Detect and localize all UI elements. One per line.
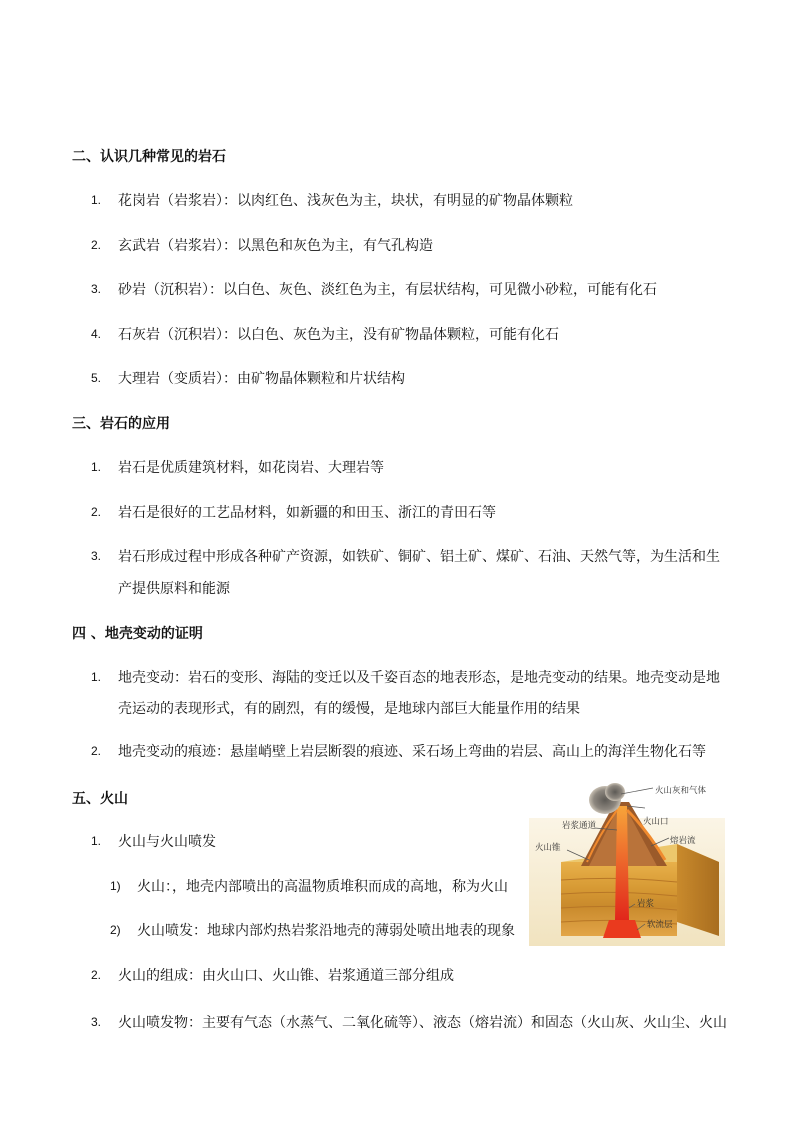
list-item-number: 2. xyxy=(91,238,102,252)
section-heading-rock-types: 二、认识几种常见的岩石 xyxy=(72,149,226,165)
list-item-text: 玄武岩（岩浆岩）：以黑色和灰色为主，有气孔构造 xyxy=(118,238,433,254)
list-item-number: 2. xyxy=(91,505,102,519)
sub-list-item-text: 火山：，地壳内部喷出的高温物质堆积而成的高地，称为火山 xyxy=(137,879,508,895)
volcano-cross-section-diagram xyxy=(529,780,725,946)
list-item-text: 火山的组成：由火山口、火山锥、岩浆通道三部分组成 xyxy=(118,968,454,984)
list-item-text: 砂岩（沉积岩）：以白色、灰色、淡红色为主，有层状结构，可见微小砂粒，可能有化石 xyxy=(118,282,657,298)
sub-list-item-text: 火山喷发：地球内部灼热岩浆沿地壳的薄弱处喷出地表的现象 xyxy=(137,923,515,939)
list-item-text: 岩石是优质建筑材料，如花岗岩、大理岩等 xyxy=(118,460,384,476)
section-heading-crust-movement: 四 、地壳变动的证明 xyxy=(72,626,203,642)
list-item-text-continued: 产提供原料和能源 xyxy=(118,581,230,597)
section-heading-volcano: 五、火山 xyxy=(72,791,128,807)
list-item-text: 岩石形成过程中形成各种矿产资源，如铁矿、铜矿、铝土矿、煤矿、石油、天然气等，为生活和生 xyxy=(118,549,720,565)
sub-list-item-number: 1) xyxy=(110,879,121,893)
volcano-illustration xyxy=(529,780,725,946)
list-item-text: 火山喷发物：主要有气态（水蒸气、二氧化硫等）、液态（熔岩流）和固态（火山灰、火山尘、火山 xyxy=(118,1015,727,1031)
list-item-text: 石灰岩（沉积岩）：以白色、灰色为主，没有矿物晶体颗粒，可能有化石 xyxy=(118,327,559,343)
list-item-number: 1. xyxy=(91,460,102,474)
label-cone: 火山锥 xyxy=(535,843,561,853)
list-item-text: 火山与火山喷发 xyxy=(118,834,216,850)
list-item-number: 3. xyxy=(91,549,102,563)
list-item-text: 地壳变动：岩石的变形、海陆的变迁以及千姿百态的地表形态，是地壳变动的结果。地壳变动是地 xyxy=(118,670,720,686)
list-item-text: 地壳变动的痕迹：悬崖峭壁上岩层断裂的痕迹、采石场上弯曲的岩层、高山上的海洋生物化石等 xyxy=(118,744,706,760)
section-heading-rock-uses: 三、岩石的应用 xyxy=(72,416,170,432)
label-lava: 熔岩流 xyxy=(670,836,696,846)
label-conduit: 岩浆通道 xyxy=(562,821,597,831)
list-item-number: 1. xyxy=(91,670,102,684)
list-item-text: 大理岩（变质岩）：由矿物晶体颗粒和片状结构 xyxy=(118,371,405,387)
list-item-number: 5. xyxy=(91,371,102,385)
list-item-number: 3. xyxy=(91,1015,102,1029)
list-item-text: 岩石是很好的工艺品材料，如新疆的和田玉、浙江的青田石等 xyxy=(118,505,496,521)
label-ash: 火山灰和气体 xyxy=(655,786,707,796)
list-item-text-continued: 壳运动的表现形式，有的剧烈，有的缓慢，是地球内部巨大能量作用的结果 xyxy=(118,701,580,717)
list-item-number: 3. xyxy=(91,282,102,296)
list-item-text: 花岗岩（岩浆岩）：以肉红色、浅灰色为主，块状，有明显的矿物晶体颗粒 xyxy=(118,193,573,209)
label-magma: 岩浆 xyxy=(637,899,655,909)
list-item-number: 1. xyxy=(91,193,102,207)
label-soft-layer: 软流层 xyxy=(647,920,673,930)
label-crater: 火山口 xyxy=(643,817,669,827)
list-item-number: 2. xyxy=(91,968,102,982)
list-item-number: 1. xyxy=(91,834,102,848)
sub-list-item-number: 2) xyxy=(110,923,121,937)
list-item-number: 2. xyxy=(91,744,102,758)
list-item-number: 4. xyxy=(91,327,102,341)
